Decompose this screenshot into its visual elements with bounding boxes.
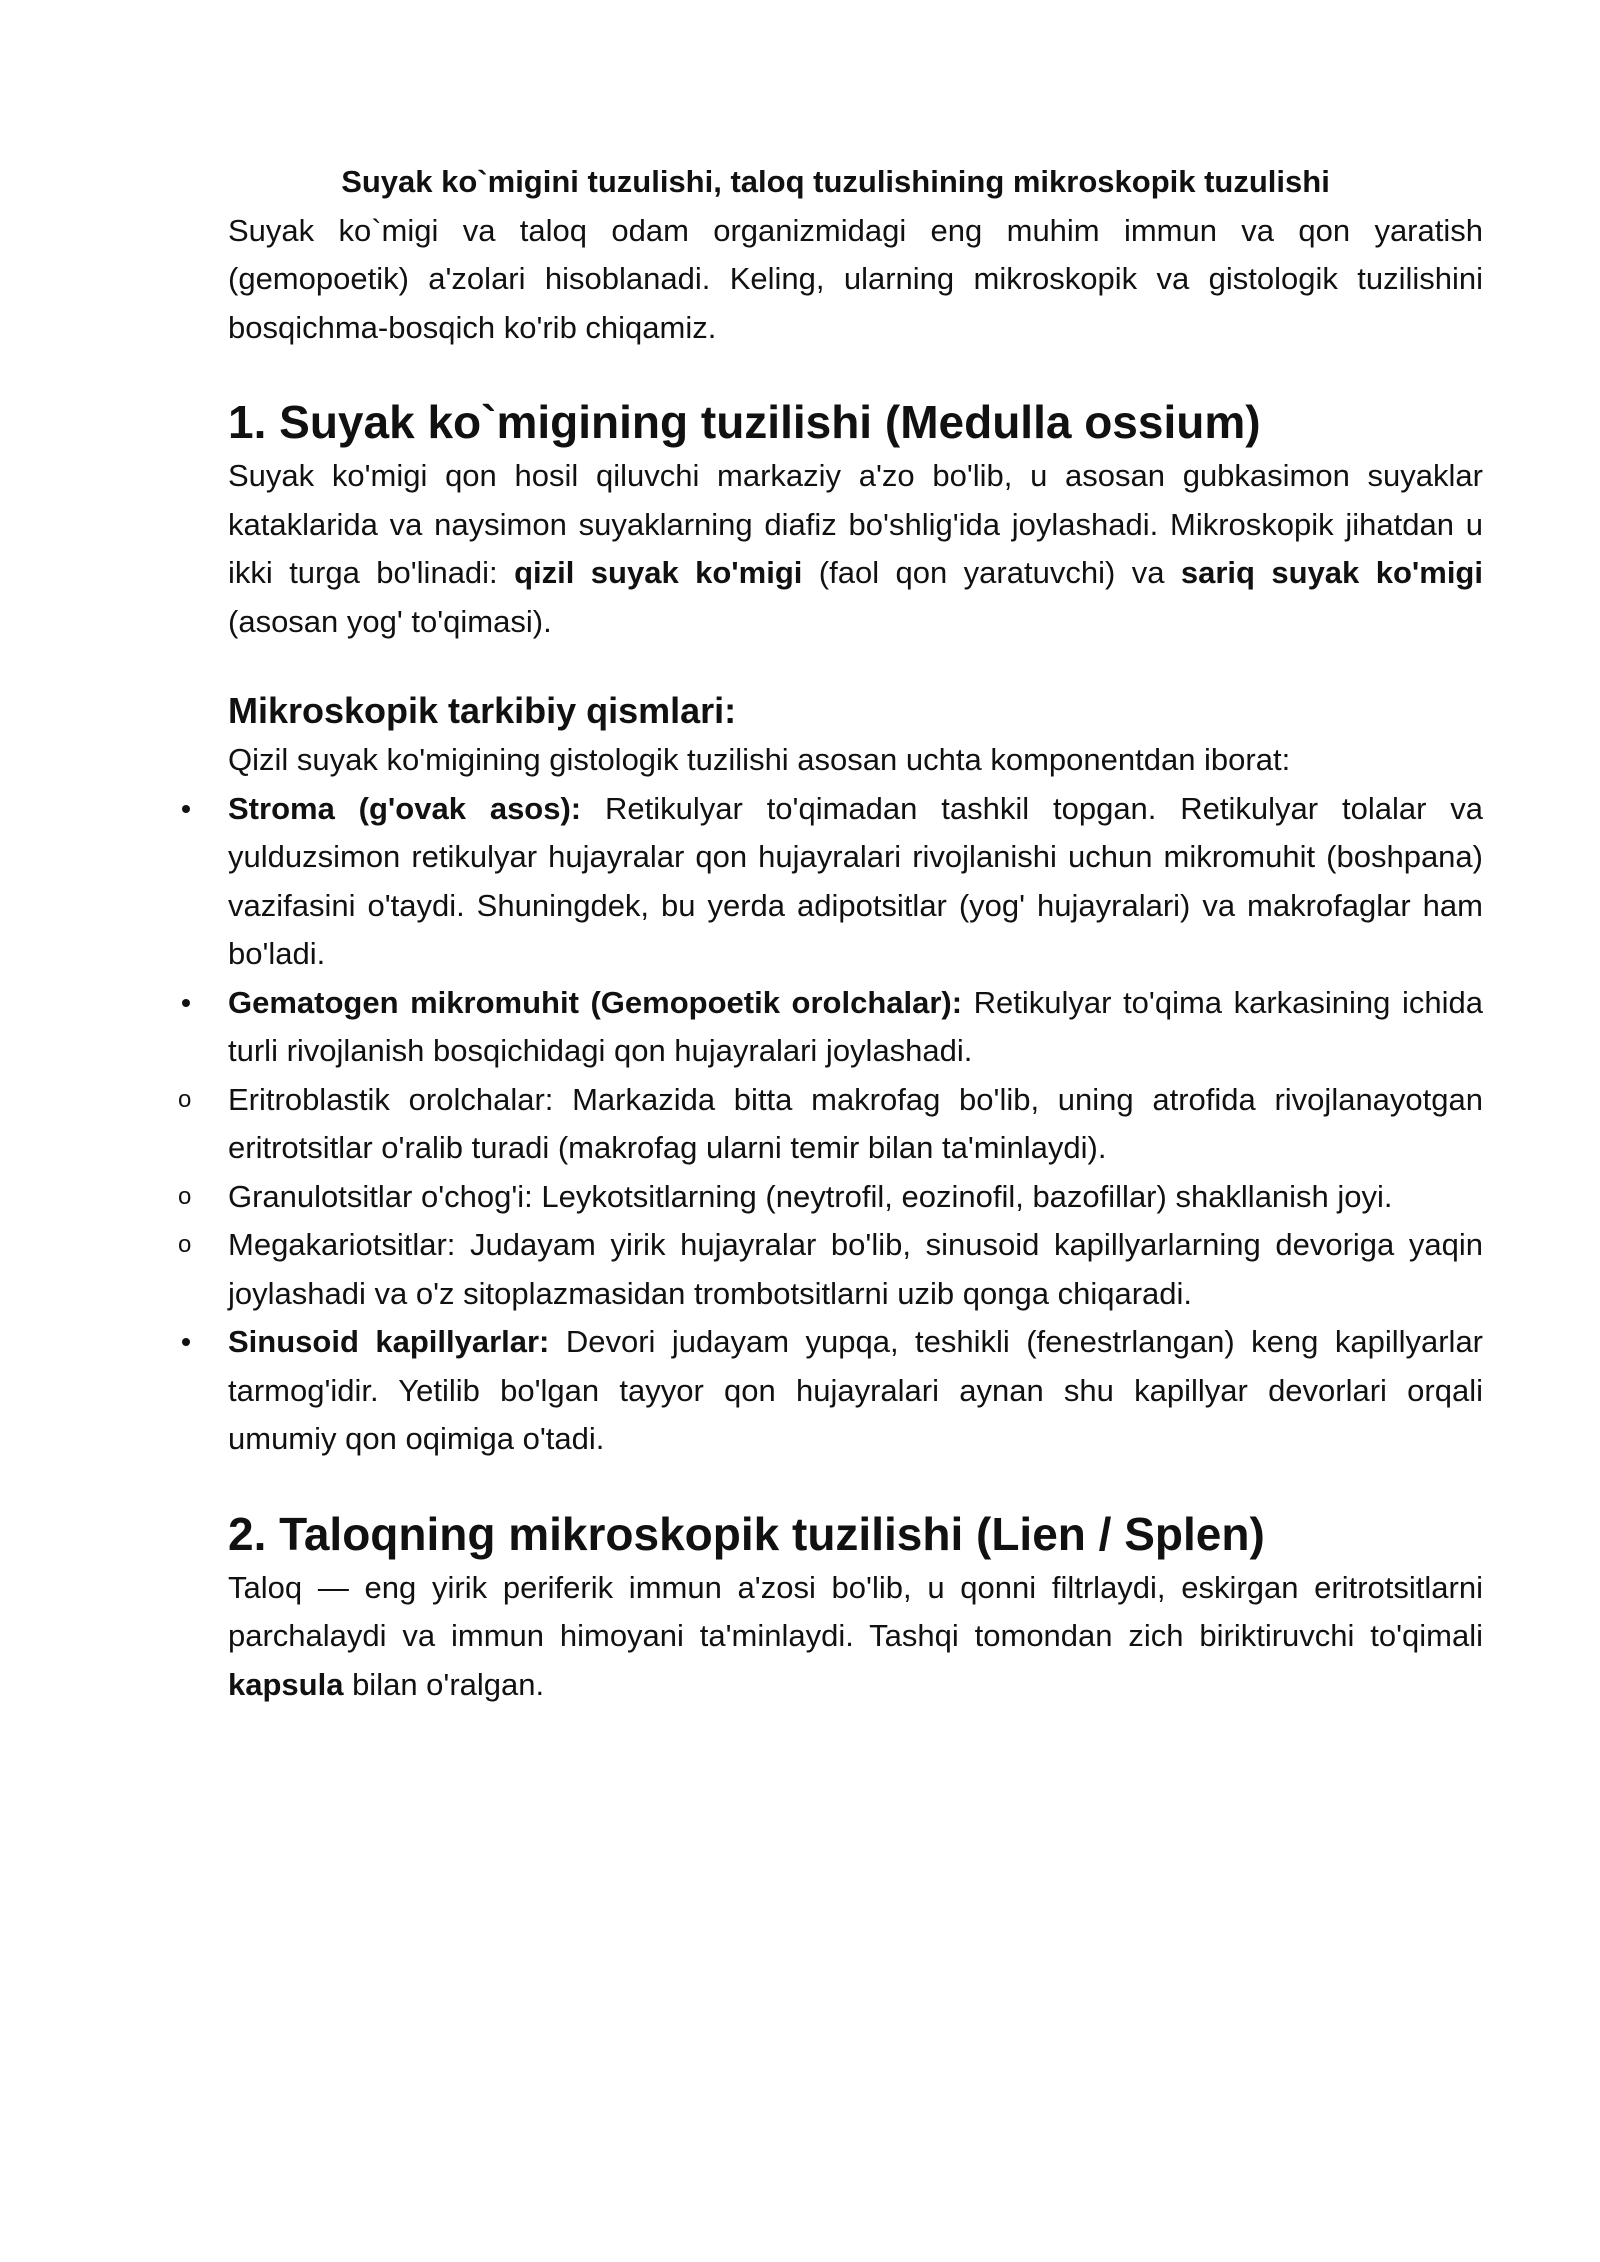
document-page <box>178 158 1484 1709</box>
list-item-text: Retikulyar to'qima karkasining ichida turli rivojlanish bosqichidagi qon hujayralari joylashadi. <box>228 984 1483 1068</box>
list-item-text: Granulotsitlar o'chog'i: Leykotsitlarning (neytrofil, eozinofil, bazofillar) shakllanish joyi. <box>228 1178 1393 1214</box>
section-1-text-end: (asosan yog' to'qimasi). <box>228 603 552 639</box>
list-item-sinusoids <box>228 1318 1483 1464</box>
list-item-granulocytes <box>178 1173 1483 1222</box>
sub-heading-components: Mikroskopik tarkibiy qismlari: <box>228 690 737 731</box>
section-1-bold-red-marrow: qizil suyak ko'migi <box>514 555 803 590</box>
section-1-paragraph <box>228 452 1483 646</box>
document-title: Suyak ko`migini tuzulishi, taloq tuzulishining mikroskopik tuzulishi <box>341 164 1330 199</box>
list-item-megakaryocytes <box>178 1221 1483 1318</box>
list-item-bold-label: Stroma (g'ovak asos): <box>228 790 582 826</box>
list-item-text: Eritroblastik orolchalar: Markazida bitta makrofag bo'lib, uning atrofida rivojlanayotgan eritrotsitlar o'ralib turadi (makrofag ularni temir bilan ta'minlaydi). <box>228 1081 1483 1165</box>
section-2-text-end: bilan o'ralgan. <box>343 1666 545 1702</box>
components-list <box>178 785 1484 1464</box>
spacer <box>228 1464 1483 1506</box>
list-item-bold-label: Sinusoid kapillyarlar: <box>228 1324 550 1359</box>
section-1-heading: 1. Suyak ko`migining tuzilishi (Medulla ossium) <box>228 396 1261 448</box>
section-2-heading: 2. Taloqning mikroskopik tuzilishi (Lien / Splen) <box>228 1507 1265 1560</box>
section-1-bold-yellow-marrow: sariq suyak ko'migi <box>1180 555 1483 590</box>
list-item-hematogen <box>228 979 1483 1076</box>
section-2-paragraph <box>228 1564 1483 1710</box>
circle-bullet-icon: o <box>178 1085 192 1113</box>
intro-paragraph: Suyak ko`migi va taloq odam organizmidagi eng muhim immun va qon yaratish (gemopoetik) a'zolari hisoblanadi. Keling, ularning mikroskopik va gistologik tuzilishini bosqichma-bosqich ko'rib chiqamiz. <box>228 212 1483 345</box>
spacer <box>228 352 1483 394</box>
list-item-bold-label: Gematogen mikromuhit (Gemopoetik orolchalar): <box>228 984 963 1020</box>
section-1-text-start: Suyak ko'migi qon hosil qiluvchi markaziy a'zo bo'lib, u asosan gubkasimon suyaklar kataklarida va naysimon suyaklarning diafiz bo'shlig'ida joylashadi. Mikroskopik jihatdan u ikki turga bo'linadi: <box>228 458 1483 590</box>
section-2-text-start: Taloq — eng yirik periferik immun a'zosi bo'lib, u qonni filtrlaydi, eskirgan eritrotsitlarni parchalaydi va immun himoyani ta'minlaydi. Tashqi tomondan zich biriktiruvchi to'qimali <box>228 1569 1483 1653</box>
list-item-erythroblastic <box>178 1076 1483 1173</box>
list-item-stroma <box>228 785 1483 979</box>
sub-intro-paragraph: Qizil suyak ko'migining gistologik tuzilishi asosan uchta komponentdan iborat: <box>228 742 1291 777</box>
list-item-text: Megakariotsitlar: Judayam yirik hujayralar bo'lib, sinusoid kapillyarlarning devoriga yaqin joylashadi va o'z sitoplazmasidan trombotsitlarni uzib qonga chiqaradi. <box>228 1227 1483 1311</box>
circle-bullet-icon: o <box>178 1231 192 1258</box>
section-1-text-mid: (faol qon yaratuvchi) va <box>802 555 1181 590</box>
list-item-text: Retikulyar to'qimadan tashkil topgan. Retikulyar tolalar va yulduzsimon retikulyar hujayralar qon hujayralari rivojlanishi uchun mikromuhit (boshpana) vazifasini o'taydi. Shuningdek, bu yerda adipotsitlar (yog' hujayralari) va makrofaglar ham bo'ladi. <box>228 790 1484 971</box>
list-item-text: Devori judayam yupqa, teshikli (fenestrlangan) keng kapillyarlar tarmog'idir. Yetilib bo'lgan tayyor qon hujayralari aynan shu kapillyar devorlari orqali umumiy qon oqimiga o'tadi. <box>228 1324 1484 1456</box>
spacer <box>228 646 1483 688</box>
circle-bullet-icon: o <box>178 1182 192 1210</box>
section-2-bold-capsule: kapsula <box>228 1666 344 1702</box>
